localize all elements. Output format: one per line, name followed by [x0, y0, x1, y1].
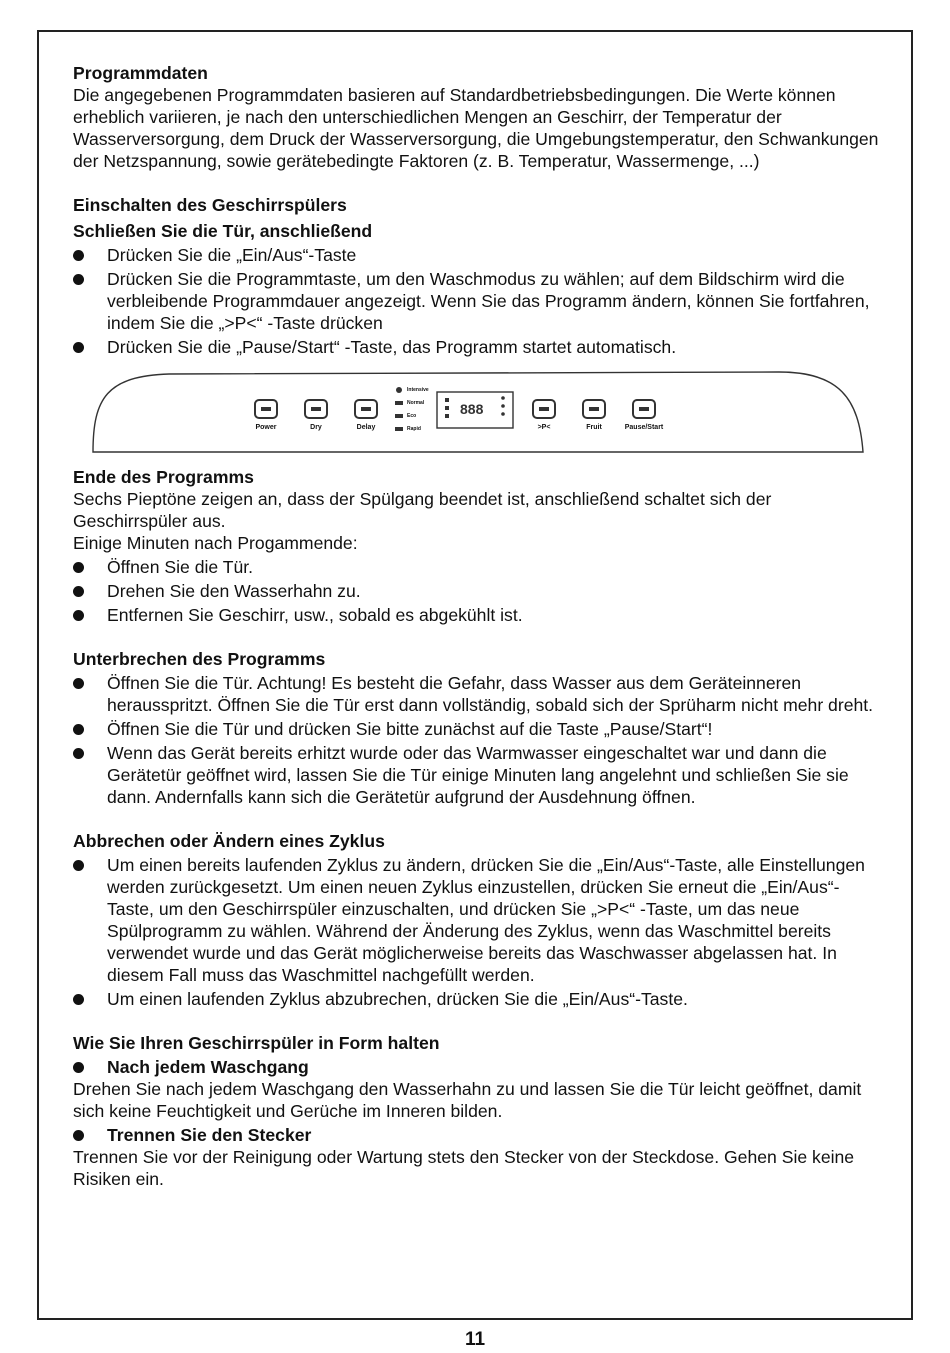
- bullet-list: [73, 1124, 885, 1146]
- section-abbrechen: [73, 830, 885, 1010]
- section-title: Einschalten des Geschirrspülers: [73, 195, 347, 215]
- section-unterbrechen: [73, 648, 885, 808]
- bullet-list: [73, 854, 885, 1010]
- section-subtitle: Schließen Sie die Tür, anschließend: [73, 221, 373, 241]
- list-item: Um einen bereits laufenden Zyklus zu ändern, drücken Sie die „Ein/Aus“-Taste, alle Einstellungen werden zurückgesetzt. Um einen neuen Zyklus einzustellen, drücken Sie erneut die „Ein/Aus“-Taste, um den Geschirrspüler einzuschalten, und drücken Sie „>P<“ -Taste, um das neue Spülprogramm zu wählen. Während der Änderung des Zyklus, wenn das Waschmittel bereits verwendet wurde und das Gerät möglicherweise bereits das Waschwasser abgelassen hat. In diesem Fall muss das Waschmittel nachgefüllt werden.: [73, 854, 885, 986]
- button-label-delay: Delay: [356, 424, 376, 431]
- list-item: Öffnen Sie die Tür.: [73, 556, 885, 578]
- indicator-label-rapid: Rapid: [407, 426, 421, 432]
- indicator-label-normal: Normal: [407, 400, 425, 406]
- program-indicator-icons: [395, 387, 403, 431]
- section-programmdaten: [73, 62, 885, 172]
- button-label-fruit: Fruit: [586, 424, 602, 431]
- button-label-power: Power: [255, 424, 277, 431]
- section-title: Programmdaten: [73, 63, 208, 83]
- indicator-label-intensive: Intensive: [407, 387, 429, 393]
- control-panel-illustration: [89, 368, 869, 454]
- list-item: Trennen Sie den Stecker: [73, 1124, 885, 1146]
- section-einschalten: [73, 194, 885, 358]
- list-item: Drücken Sie die „Pause/Start“ -Taste, das Programm startet automatisch.: [73, 336, 885, 358]
- page-content: [73, 62, 885, 1190]
- section-ende: [73, 466, 885, 626]
- bullet-list: [73, 556, 885, 626]
- paragraph: Sechs Pieptöne zeigen an, dass der Spülgang beendet ist, anschließend schaltet sich der Geschirrspüler aus.: [73, 489, 772, 531]
- paragraph: Einige Minuten nach Progammende:: [73, 533, 358, 553]
- bullet-list: [73, 244, 885, 358]
- bullet-list: [73, 1056, 885, 1078]
- section-pflege: [73, 1032, 885, 1190]
- paragraph: Drehen Sie nach jedem Waschgang den Wasserhahn zu und lassen Sie die Tür leicht geöffnet, damit sich keine Feuchtigkeit und Gerüche im Inneren bilden.: [73, 1079, 862, 1121]
- paragraph: Trennen Sie vor der Reinigung oder Wartung stets den Stecker von der Steckdose. Gehen Sie keine Risiken ein.: [73, 1147, 855, 1189]
- button-label-dry: Dry: [310, 424, 322, 431]
- list-item: Um einen laufenden Zyklus abzubrechen, drücken Sie die „Ein/Aus“-Taste.: [73, 988, 885, 1010]
- list-item: Entfernen Sie Geschirr, usw., sobald es abgekühlt ist.: [73, 604, 885, 626]
- section-title: Unterbrechen des Programms: [73, 649, 326, 669]
- section-title: Abbrechen oder Ändern eines Zyklus: [73, 831, 385, 851]
- list-item: Drehen Sie den Wasserhahn zu.: [73, 580, 885, 602]
- paragraph: Die angegebenen Programmdaten basieren auf Standardbetriebsbedingungen. Die Werte können erheblich variieren, je nach den unterschiedlichen Mengen an Geschirr, der Temperatur der Wasserversorgung, dem Druck der Wasserversorgung, die Umgebungstemperatur, den Schwankungen der Netzspannung, sowie gerätebedingte Faktoren (z. B. Temperatur, Wassermenge, ...): [73, 85, 879, 171]
- page-number: 11: [464, 1329, 486, 1350]
- bullet-list: [73, 672, 885, 808]
- section-title: Wie Sie Ihren Geschirrspüler in Form halten: [73, 1033, 440, 1053]
- list-item: Öffnen Sie die Tür. Achtung! Es besteht die Gefahr, dass Wasser aus dem Geräteinneren herausspritzt. Öffnen Sie die Tür erst dann vollständig, sobald sich der Sprüharm nicht mehr dreht.: [73, 672, 885, 716]
- page-frame: [37, 30, 913, 1320]
- list-item: Drücken Sie die „Ein/Aus“-Taste: [73, 244, 885, 266]
- button-label-pause-start: Pause/Start: [624, 424, 664, 431]
- display-digits: 888: [460, 401, 484, 417]
- list-item: Wenn das Gerät bereits erhitzt wurde oder das Warmwasser eingeschaltet war und dann die Gerätetür geöffnet wird, lassen Sie die Tür einige Minuten lang angelehnt und schließen Sie sie dann. Andernfalls kann sich die Gerätetür aufgrund der Ausdehnung öffnen.: [73, 742, 885, 808]
- indicator-label-eco: Eco: [407, 413, 417, 419]
- list-item: Drücken Sie die Programmtaste, um den Waschmodus zu wählen; auf dem Bildschirm wird die verbleibende Programmdauer angezeigt. Wenn Sie das Programm ändern, können Sie fortfahren, indem Sie die „>P<“ -Taste drücken: [73, 268, 885, 334]
- list-item: Öffnen Sie die Tür und drücken Sie bitte zunächst auf die Taste „Pause/Start“!: [73, 718, 885, 740]
- section-title: Ende des Programms: [73, 467, 254, 487]
- list-item: Nach jedem Waschgang: [73, 1056, 885, 1078]
- control-panel-drawing: [89, 368, 869, 454]
- button-label-p: >P<: [537, 424, 551, 431]
